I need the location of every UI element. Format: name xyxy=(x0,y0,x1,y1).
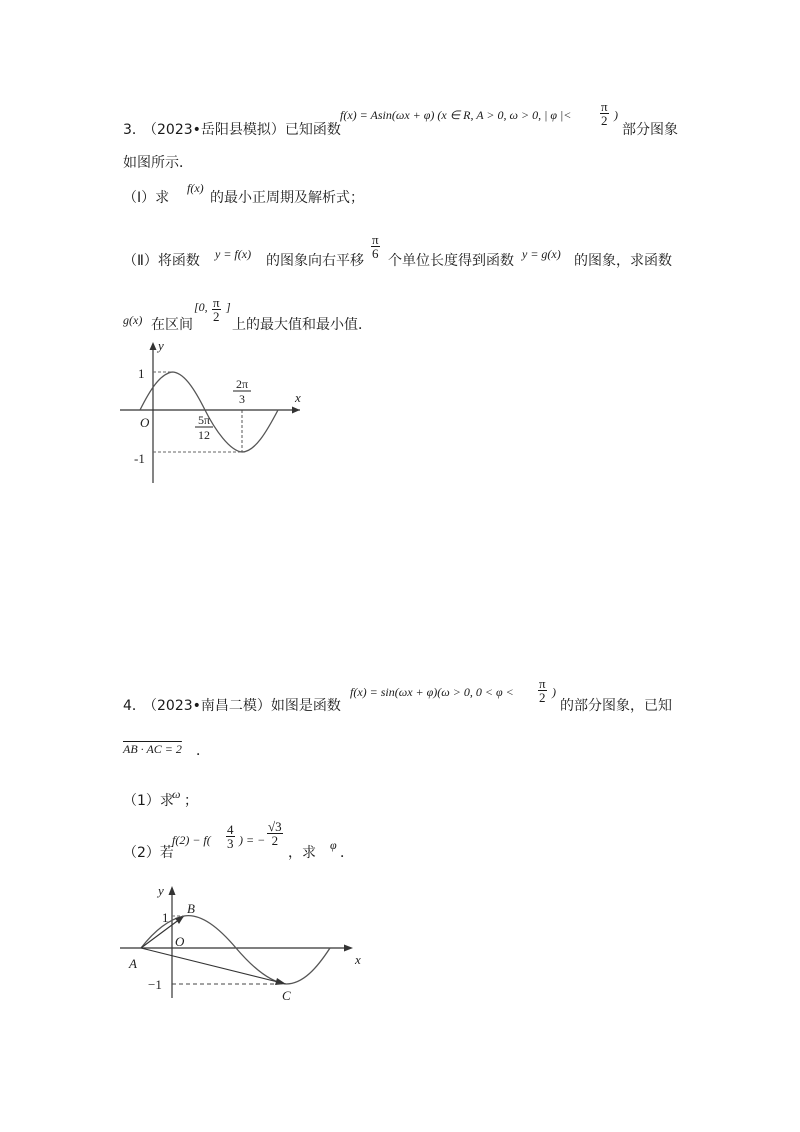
problem-4-part2-end: ． xyxy=(340,845,354,861)
problem-3-formula-close: ) xyxy=(614,108,618,122)
fraction-denominator: 3 xyxy=(227,836,234,851)
problem-3-source: （2023•岳阳县模拟）已知函数 xyxy=(143,122,341,138)
fraction-numerator: π xyxy=(213,295,220,310)
fraction-denominator: 2 xyxy=(601,113,608,128)
problem-3-part1-prefix: （Ⅰ）求 xyxy=(123,190,170,206)
problem-3-part2b-gx: g(x) xyxy=(123,313,143,327)
origin-label: O xyxy=(175,934,185,949)
y-axis-label: y xyxy=(158,338,164,353)
problem-4-tail: 的部分图象，已知 xyxy=(560,698,672,714)
x-axis-label: x xyxy=(295,390,301,405)
point-c-label: C xyxy=(282,988,291,1003)
problem-4-formula: f(x) = sin(ωx + φ)(ω > 0, 0 < φ < xyxy=(350,685,514,699)
fraction-denominator: 2 xyxy=(271,833,279,848)
label-5pi-over-12-num: 5π xyxy=(197,413,211,427)
problem-4-part2-formula-a: f(2) − f( xyxy=(172,833,211,847)
x-axis-arrow-icon xyxy=(344,945,353,952)
problem-4-source: （2023•南昌二模）如图是函数 xyxy=(143,698,341,714)
problem-3-part2b-mid: 在区间 xyxy=(151,317,193,333)
problem-3-part1-fx: f(x) xyxy=(187,181,204,195)
label-2pi-over-3-num: 2π xyxy=(235,377,249,391)
x-axis-label: x xyxy=(355,952,361,967)
problem-4-part2-mid: ，求 xyxy=(288,845,316,861)
problem-4-part2-prefix: （2）若 xyxy=(123,845,174,861)
problem-4-part2-rhs-fraction xyxy=(267,820,283,847)
y-axis-label: y xyxy=(158,883,164,898)
problem-3-line2: 如图所示． xyxy=(123,155,193,171)
problem-4-part1-prefix: （1）求 xyxy=(123,793,174,809)
problem-3-formula-fraction xyxy=(600,100,609,127)
fraction-denominator: 2 xyxy=(539,690,546,705)
fraction-numerator: √3 xyxy=(268,819,282,834)
problem-4-vector-equation: AB · AC = 2 xyxy=(123,742,182,756)
problem-4-part1-suffix: ； xyxy=(184,793,198,809)
fraction-numerator: π xyxy=(372,232,379,247)
problem-4-vector-equation-end: ． xyxy=(196,743,210,759)
problem-3-interval-fraction xyxy=(212,296,221,323)
problem-3-part1-suffix: 的最小正周期及解析式； xyxy=(210,190,364,206)
y-axis-arrow-icon xyxy=(150,342,157,350)
point-b-label: B xyxy=(187,901,195,916)
problem-4-formula-close: ) xyxy=(552,685,556,699)
sine-curve xyxy=(141,916,330,984)
problem-3-part2-y-gx: y = g(x) xyxy=(522,247,561,261)
point-a-label: A xyxy=(129,956,137,971)
fraction-numerator: 4 xyxy=(227,822,234,837)
tick-label-one: 1 xyxy=(162,910,169,925)
tick-label-one: 1 xyxy=(138,366,145,381)
problem-3-part2-y-fx: y = f(x) xyxy=(215,247,252,261)
fraction-denominator: 2 xyxy=(213,309,220,324)
label-5pi-over-12-den: 12 xyxy=(198,428,210,442)
tick-label-neg-one: -1 xyxy=(134,451,145,466)
problem-4-part2-formula-b: ) = − xyxy=(239,833,266,847)
vector-ac xyxy=(141,948,286,984)
problem-4-graph xyxy=(115,880,370,1005)
problem-4-part1-omega: ω xyxy=(172,787,181,801)
problem-4-part2-phi: φ xyxy=(330,838,337,852)
problem-4-number: 4． xyxy=(123,698,146,714)
problem-3-number: 3． xyxy=(123,122,146,138)
problem-3-tail: 部分图象 xyxy=(622,122,678,138)
vector-ab-arrow-icon xyxy=(175,916,184,924)
problem-3-shift-fraction xyxy=(371,233,380,260)
label-2pi-over-3-den: 3 xyxy=(239,392,245,406)
problem-3-part2b-suffix: 上的最大值和最小值． xyxy=(232,317,372,333)
problem-3-part2-suffix: 的图象，求函数 xyxy=(574,253,672,269)
problem-3-interval-close: ] xyxy=(226,300,231,314)
problem-3-part2-mid1: 的图象向右平移 xyxy=(266,253,364,269)
x-axis-arrow-icon xyxy=(292,407,300,414)
problem-3-interval-open: [0, xyxy=(194,300,208,314)
fraction-numerator: π xyxy=(601,99,608,114)
problem-4-formula-fraction xyxy=(538,677,547,704)
problem-3-part2-prefix: （Ⅱ）将函数 xyxy=(123,253,200,269)
problem-4-part2-fraction xyxy=(226,823,235,850)
fraction-denominator: 6 xyxy=(372,246,379,261)
problem-3-formula: f(x) = Asin(ωx + φ) (x ∈ R, A > 0, ω > 0, | φ |< xyxy=(340,108,572,122)
problem-3-part2-mid2: 个单位长度得到函数 xyxy=(388,253,514,269)
problem-3-graph xyxy=(120,338,320,488)
fraction-numerator: π xyxy=(539,676,546,691)
origin-label: O xyxy=(140,415,150,430)
y-axis-arrow-icon xyxy=(169,886,176,895)
tick-label-neg-one: −1 xyxy=(148,977,162,992)
